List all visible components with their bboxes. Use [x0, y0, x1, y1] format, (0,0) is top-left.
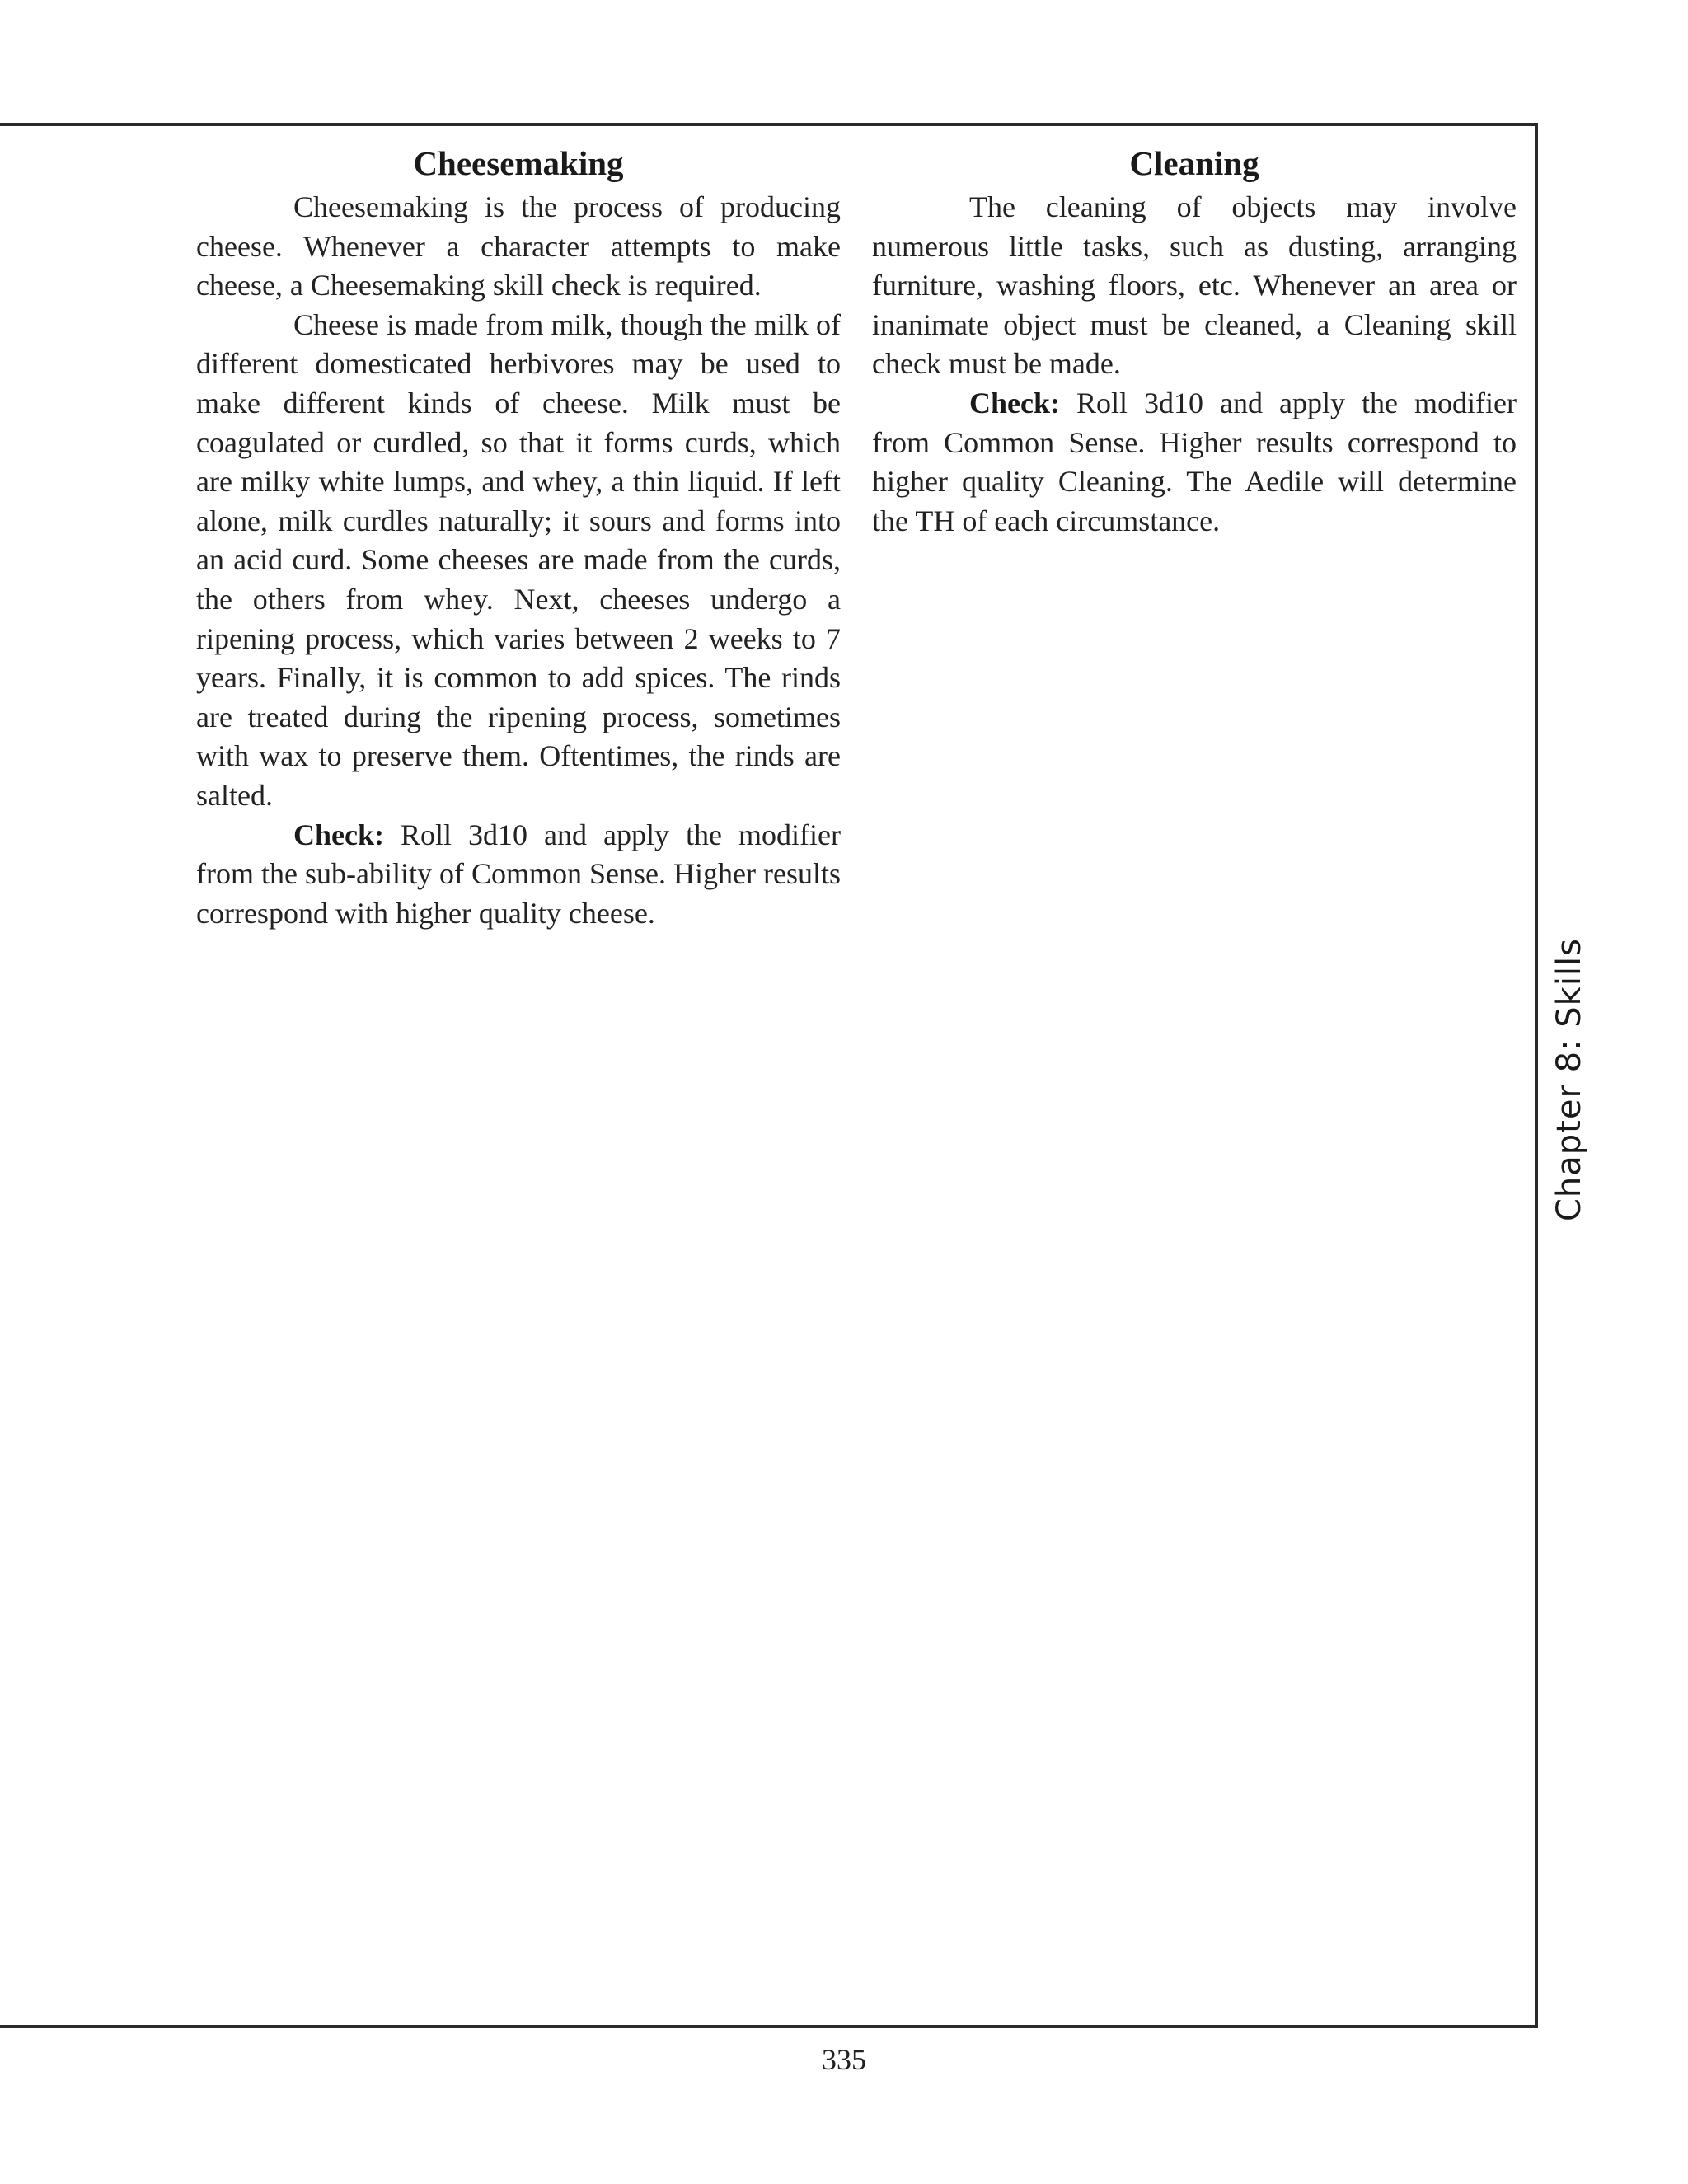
cheesemaking-paragraph-1: Cheesemaking is the process of producing cheese. Whenever a character attempts to make cheese, a Cheesemaking skill check is required.	[196, 190, 841, 302]
cleaning-check-paragraph	[872, 384, 1517, 541]
cheesemaking-paragraph-2: Cheese is made from milk, though the milk of different domesticated herbivores may be used to make different kinds of cheese. Milk must be coagulated or curdled, so that it forms curds, which are milky white lumps, and whey, a thin liquid. If left alone, milk curdles naturally; it sours and forms into an acid curd. Some cheeses are made from the curds, the others from whey. Next, cheeses undergo a ripening process, which varies between 2 weeks to 7 years. Finally, it is common to add spices. The rinds are treated during the ripening process, sometimes with wax to preserve them. Oftentimes, the rinds are salted.	[196, 307, 841, 812]
section-heading-cheesemaking: Cheesemaking	[413, 144, 624, 182]
check-text: Roll 3d10 and apply the modifier from the sub-ability of Common Sense. Higher results correspond with higher quality cheese.	[196, 818, 841, 930]
cheesemaking-check-paragraph	[196, 816, 841, 934]
cleaning-section	[872, 142, 1517, 541]
chapter-side-tab-label: Chapter 8: Skills	[1550, 937, 1588, 1222]
check-label: Check:	[969, 386, 1060, 419]
page-number: 335	[822, 2043, 866, 2076]
chapter-side-tab	[1545, 937, 1594, 1222]
cleaning-paragraph-1: The cleaning of objects may involve numerous little tasks, such as dusting, arranging furniture, washing floors, etc. Whenever an area or inanimate object must be cleaned, a Cleaning skill check must be made.	[872, 190, 1517, 381]
cheesemaking-section	[196, 142, 841, 933]
check-text: Roll 3d10 and apply the modifier from Common Sense. Higher results correspond to higher quality Cleaning. The Aedile will determine the TH of each circumstance.	[872, 386, 1517, 537]
check-label: Check:	[293, 818, 384, 851]
section-heading-cleaning: Cleaning	[1129, 144, 1259, 182]
